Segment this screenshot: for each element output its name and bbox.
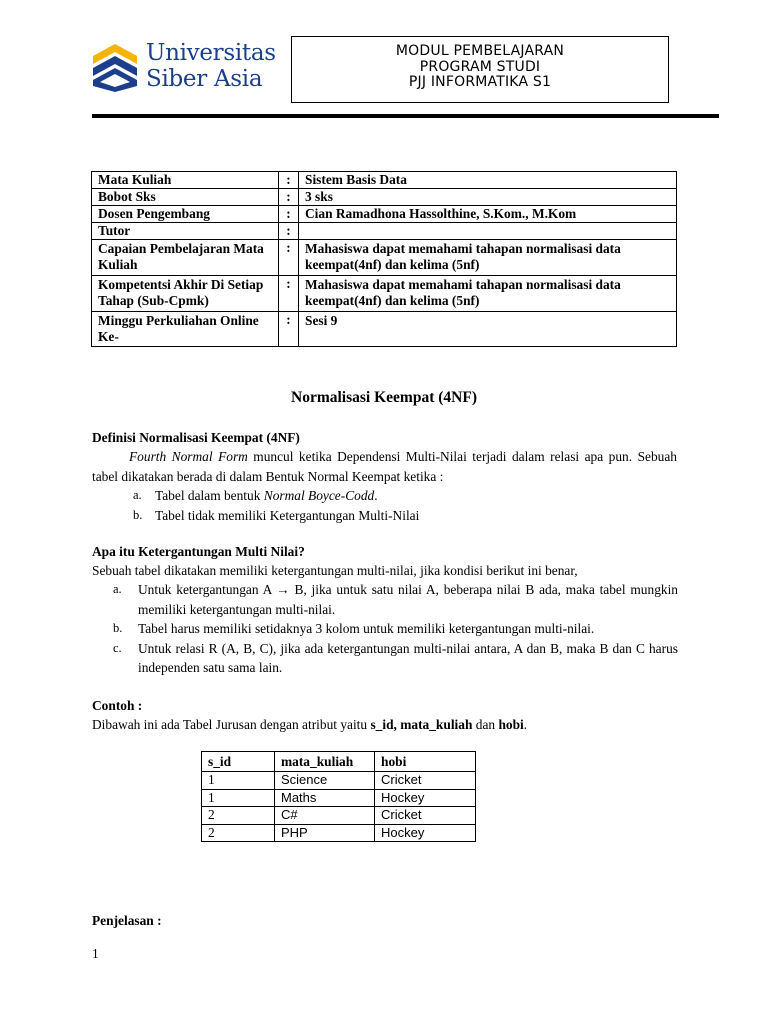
definition-paragraph-text: muncul ketika Dependensi Multi-Nilai terjadi dalam relasi apa pun. Sebuah tabel dikatakan berada di dalam Bentuk Normal Keempat ketika : <box>92 449 677 484</box>
info-value: Cian Ramadhona Hassolthine, S.Kom., M.Kom <box>299 206 677 223</box>
table-cell: PHP <box>275 824 375 842</box>
table-row <box>92 223 677 240</box>
info-separator: : <box>279 206 299 223</box>
list-item-text: Untuk relasi R (A, B, C), jika ada ketergantungan multi-nilai antara, A dan B, maka B dan C harus independen satu sama lain. <box>138 640 678 675</box>
list-marker: b. <box>133 507 143 522</box>
table-row <box>92 189 677 206</box>
mvd-list <box>113 580 678 678</box>
list-marker: a. <box>113 582 122 596</box>
explanation-heading: Penjelasan : <box>92 913 162 928</box>
module-line-2: PROGRAM STUDI <box>419 58 541 75</box>
info-separator: : <box>279 312 299 347</box>
info-label: Dosen Pengembang <box>92 206 279 223</box>
module-line-1: MODUL PEMBELAJARAN <box>395 43 565 59</box>
header-divider <box>92 114 719 118</box>
mvd-heading: Apa itu Ketergantungan Multi Nilai? <box>92 544 305 559</box>
info-label: Tutor <box>92 223 279 240</box>
table-cell: Cricket <box>375 807 476 825</box>
table-cell: 2 <box>202 824 275 842</box>
example-intro-pre: Dibawah ini ada Tabel Jurusan dengan atribut yaitu <box>92 717 371 732</box>
module-line-3: PJJ INFORMATIKA S1 <box>408 74 552 90</box>
list-item-text: Tabel harus memiliki setidaknya 3 kolom untuk memiliki ketergantungan multi-nilai. <box>138 621 595 636</box>
list-item <box>113 639 678 678</box>
list-marker: c. <box>113 640 122 655</box>
list-item <box>133 486 695 506</box>
list-marker: b. <box>113 621 123 635</box>
column-header: mata_kuliah <box>275 752 375 772</box>
table-row <box>92 240 677 276</box>
list-marker: a. <box>133 488 142 502</box>
definition-heading: Definisi Normalisasi Keempat (4NF) <box>92 430 300 445</box>
example-heading: Contoh : <box>92 698 143 713</box>
table-header-row <box>202 752 476 772</box>
column-header: hobi <box>375 752 476 772</box>
table-row <box>202 824 476 842</box>
jurusan-table <box>201 751 476 842</box>
course-info-table <box>91 171 677 347</box>
info-separator: : <box>279 172 299 189</box>
example-intro <box>92 715 677 735</box>
info-separator: : <box>279 223 299 240</box>
logo-text <box>146 40 276 92</box>
table-row <box>202 772 476 790</box>
list-item-italic: Normal Boyce-Codd <box>263 488 375 503</box>
info-value: 3 sks <box>299 189 677 206</box>
example-intro-post: . <box>523 717 528 732</box>
table-row <box>92 276 677 312</box>
university-logo <box>90 40 280 98</box>
section-title: Normalisasi Keempat (4NF) <box>291 389 477 406</box>
table-cell: 1 <box>202 772 275 790</box>
info-value: Mahasiswa dapat memahami tahapan normalisasi data keempat(4nf) dan kelima (5nf) <box>299 240 677 276</box>
table-cell: Maths <box>275 789 375 807</box>
list-item <box>113 580 678 619</box>
table-row <box>202 789 476 807</box>
list-item <box>113 619 678 639</box>
table-cell: Cricket <box>375 772 476 790</box>
list-item-text: Untuk ketergantungan A → B, jika untuk satu nilai A, beberapa nilai B ada, maka tabel mungkin memiliki ketergantungan multi-nilai. <box>138 582 678 617</box>
example-intro-bold-2: hobi <box>498 717 524 732</box>
column-header: s_id <box>202 752 275 772</box>
list-item-after: . <box>374 488 378 503</box>
table-cell: C# <box>275 807 375 825</box>
info-separator: : <box>279 189 299 206</box>
definition-italic-term: Fourth Normal Form <box>129 449 248 464</box>
page-number: 1 <box>92 946 99 961</box>
shield-logo-icon <box>90 42 140 94</box>
mvd-intro: Sebuah tabel dikatakan memiliki ketergantungan multi-nilai, jika kondisi berikut ini benar, <box>92 563 578 578</box>
logo-line-2: Siber Asia <box>146 66 263 92</box>
table-row <box>202 807 476 825</box>
example-intro-bold-1: s_id, mata_kuliah <box>370 717 473 732</box>
table-cell: Hockey <box>375 824 476 842</box>
definition-paragraph <box>92 447 677 486</box>
module-header-box <box>291 36 669 103</box>
table-cell: 1 <box>202 789 275 807</box>
table-row <box>92 206 677 223</box>
definition-list <box>133 486 695 525</box>
info-label: Capaian Pembelajaran Mata Kuliah <box>92 240 279 276</box>
list-item-text: Tabel tidak memiliki Ketergantungan Multi-Nilai <box>155 507 420 523</box>
info-label: Bobot Sks <box>92 189 279 206</box>
info-value: Mahasiswa dapat memahami tahapan normalisasi data keempat(4nf) dan kelima (5nf) <box>299 276 677 312</box>
table-row <box>92 312 677 347</box>
info-label: Minggu Perkuliahan Online Ke- <box>92 312 279 347</box>
example-intro-mid: dan <box>472 717 499 732</box>
info-value <box>299 223 677 240</box>
list-item <box>133 506 695 526</box>
table-row <box>92 172 677 189</box>
table-cell: Hockey <box>375 789 476 807</box>
info-label: Mata Kuliah <box>92 172 279 189</box>
info-separator: : <box>279 240 299 276</box>
table-cell: 2 <box>202 807 275 825</box>
info-value: Sesi 9 <box>299 312 677 347</box>
info-label: Kompetentsi Akhir Di Setiap Tahap (Sub-Cpmk) <box>92 276 279 312</box>
logo-line-1: Universitas <box>146 40 276 66</box>
list-item-text: Tabel dalam bentuk <box>155 488 264 503</box>
info-value: Sistem Basis Data <box>299 172 677 189</box>
info-separator: : <box>279 276 299 312</box>
table-cell: Science <box>275 772 375 790</box>
